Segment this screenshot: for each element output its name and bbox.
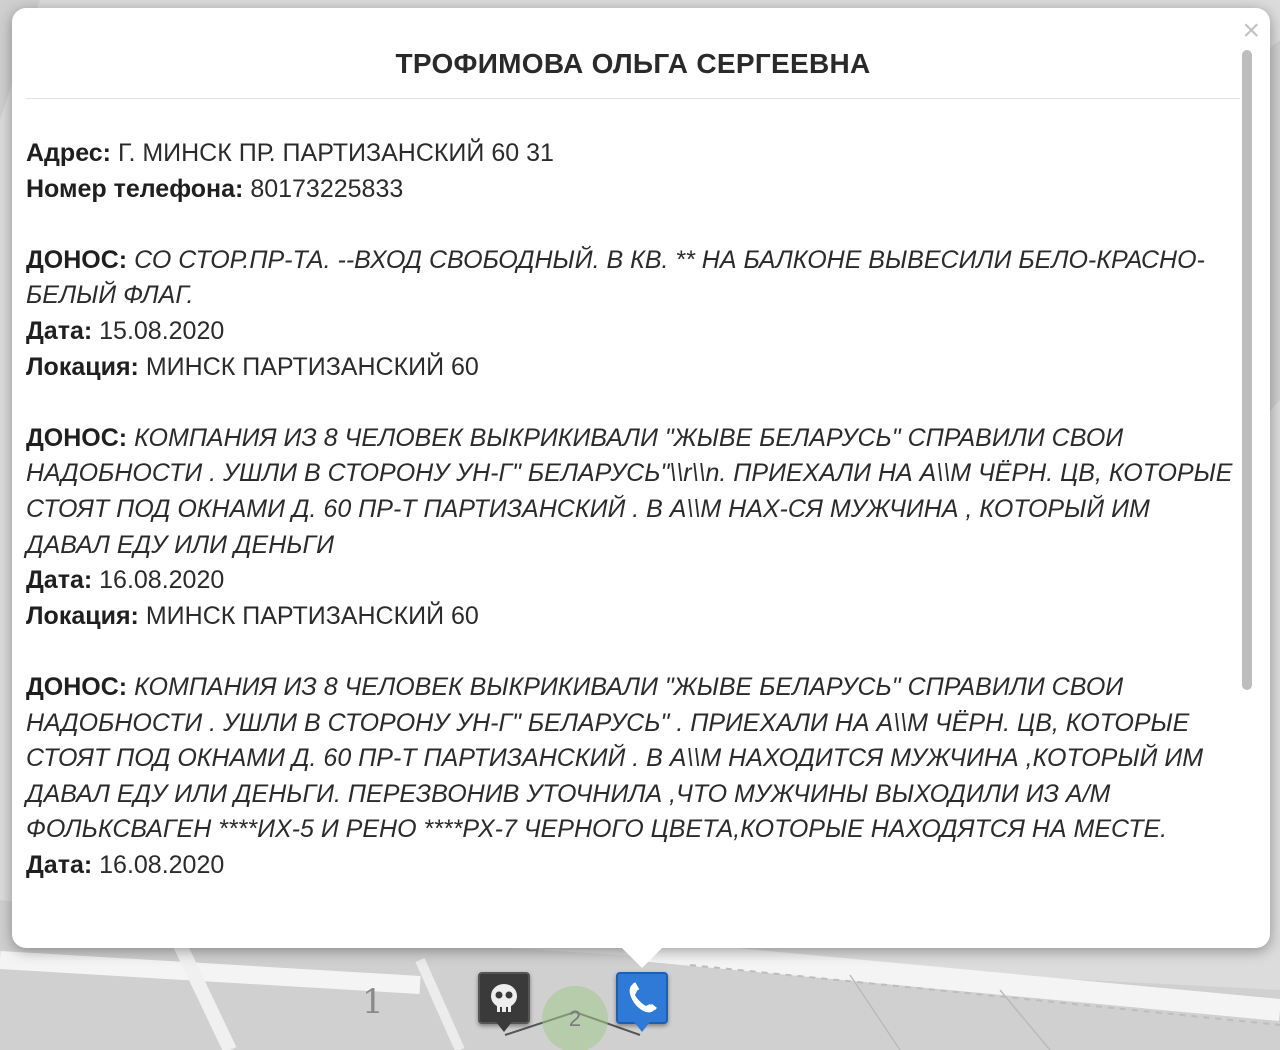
info-popup (12, 8, 1270, 948)
date-label: Дата: (26, 566, 93, 595)
location-label: Локация: (26, 601, 139, 630)
phone-label: Номер телефона: (26, 174, 244, 203)
phone-line (26, 172, 1240, 208)
report-text-line (26, 670, 1240, 848)
cluster-count: 2 (568, 1006, 582, 1031)
report-label: ДОНОС: (26, 672, 128, 701)
location-label: Локация: (26, 352, 139, 381)
report-date-line (26, 563, 1240, 599)
report-label: ДОНОС: (26, 245, 128, 274)
report-text-line (26, 421, 1240, 563)
report-entry (26, 421, 1240, 635)
date-label: Дата: (26, 850, 93, 879)
report-date-line (26, 848, 1240, 884)
date-value: 15.08.2020 (99, 316, 225, 345)
report-location-line (26, 350, 1240, 386)
marker-cluster[interactable] (542, 986, 608, 1050)
popup-pointer (620, 946, 664, 968)
address-line (26, 136, 1240, 172)
location-value: МИНСК ПАРТИЗАНСКИЙ 60 (145, 352, 479, 381)
popup-title: ТРОФИМОВА ОЛЬГА СЕРГЕЕВНА (395, 48, 871, 79)
phone-value: 80173225833 (250, 174, 404, 203)
report-label: ДОНОС: (26, 423, 128, 452)
report-entry (26, 670, 1240, 884)
title-divider (26, 98, 1240, 99)
report-text: КОМПАНИЯ ИЗ 8 ЧЕЛОВЕК ВЫКРИКИВАЛИ "ЖЫВЕ БЕЛАРУСЬ" СПРАВИЛИ СВОИ НАДОБНОСТИ . УШЛИ В СТОРОНУ УН-Г" БЕЛАРУСЬ" . ПРИЕХАЛИ НА А\\М ЧЁРН. ЦВ, КОТОРЫЕ СТОЯТ ПОД ОКНАМИ Д. 60 ПР-Т ПАРТИЗАНСКИЙ . В А\\М НАХОДИТСЯ МУЖЧИНА ,КОТОРЫЙ ИМ ДАВАЛ ЕДУ ИЛИ ДЕНЬГИ. ПЕРЕЗВОНИВ УТОЧНИЛА ,ЧТО МУЖЧИНЫ ВЫХОДИЛИ ИЗ А/М ФОЛЬКСВАГЕН ****ИХ-5 И РЕНО ****РХ-7 ЧЕРНОГО ЦВЕТА,КОТОРЫЕ НАХОДЯТСЯ НА МЕСТЕ. (26, 672, 1204, 844)
date-value: 16.08.2020 (99, 850, 225, 879)
popup-scrollbar[interactable] (1242, 50, 1252, 690)
popup-content (26, 136, 1240, 883)
report-text: КОМПАНИЯ ИЗ 8 ЧЕЛОВЕК ВЫКРИКИВАЛИ "ЖЫВЕ БЕЛАРУСЬ" СПРАВИЛИ СВОИ НАДОБНОСТИ . УШЛИ В СТОРОНУ УН-Г" БЕЛАРУСЬ"\\r\\n. ПРИЕХАЛИ НА А\\М ЧЁРН. ЦВ, КОТОРЫЕ СТОЯТ ПОД ОКНАМИ Д. 60 ПР-Т ПАРТИЗАНСКИЙ . В А\\М НАХ-СЯ МУЖЧИНА , КОТОРЫЙ ИМ ДАВАЛ ЕДУ ИЛИ ДЕНЬГИ (26, 423, 1233, 559)
address-value: Г. МИНСК ПР. ПАРТИЗАНСКИЙ 60 31 (117, 139, 554, 167)
report-location-line (26, 599, 1240, 635)
report-date-line (26, 314, 1240, 350)
map-label-number: 1 (362, 982, 384, 1022)
skull-icon (480, 974, 528, 1022)
date-value: 16.08.2020 (99, 566, 225, 595)
report-entry (26, 243, 1240, 385)
phone-icon (618, 974, 666, 1022)
date-label: Дата: (26, 316, 93, 345)
report-text-line (26, 243, 1240, 314)
location-value: МИНСК ПАРТИЗАНСКИЙ 60 (145, 601, 479, 630)
address-label: Адрес: (26, 139, 111, 167)
report-text: СО СТОР.ПР-ТА. --ВХОД СВОБОДНЫЙ. В КВ. ** НА БАЛКОНЕ ВЫВЕСИЛИ БЕЛО-КРАСНО-БЕЛЫЙ ФЛАГ. (26, 245, 1205, 310)
close-icon[interactable]: × (1242, 14, 1260, 47)
skull-marker[interactable] (478, 972, 530, 1032)
phone-marker[interactable] (616, 972, 668, 1032)
